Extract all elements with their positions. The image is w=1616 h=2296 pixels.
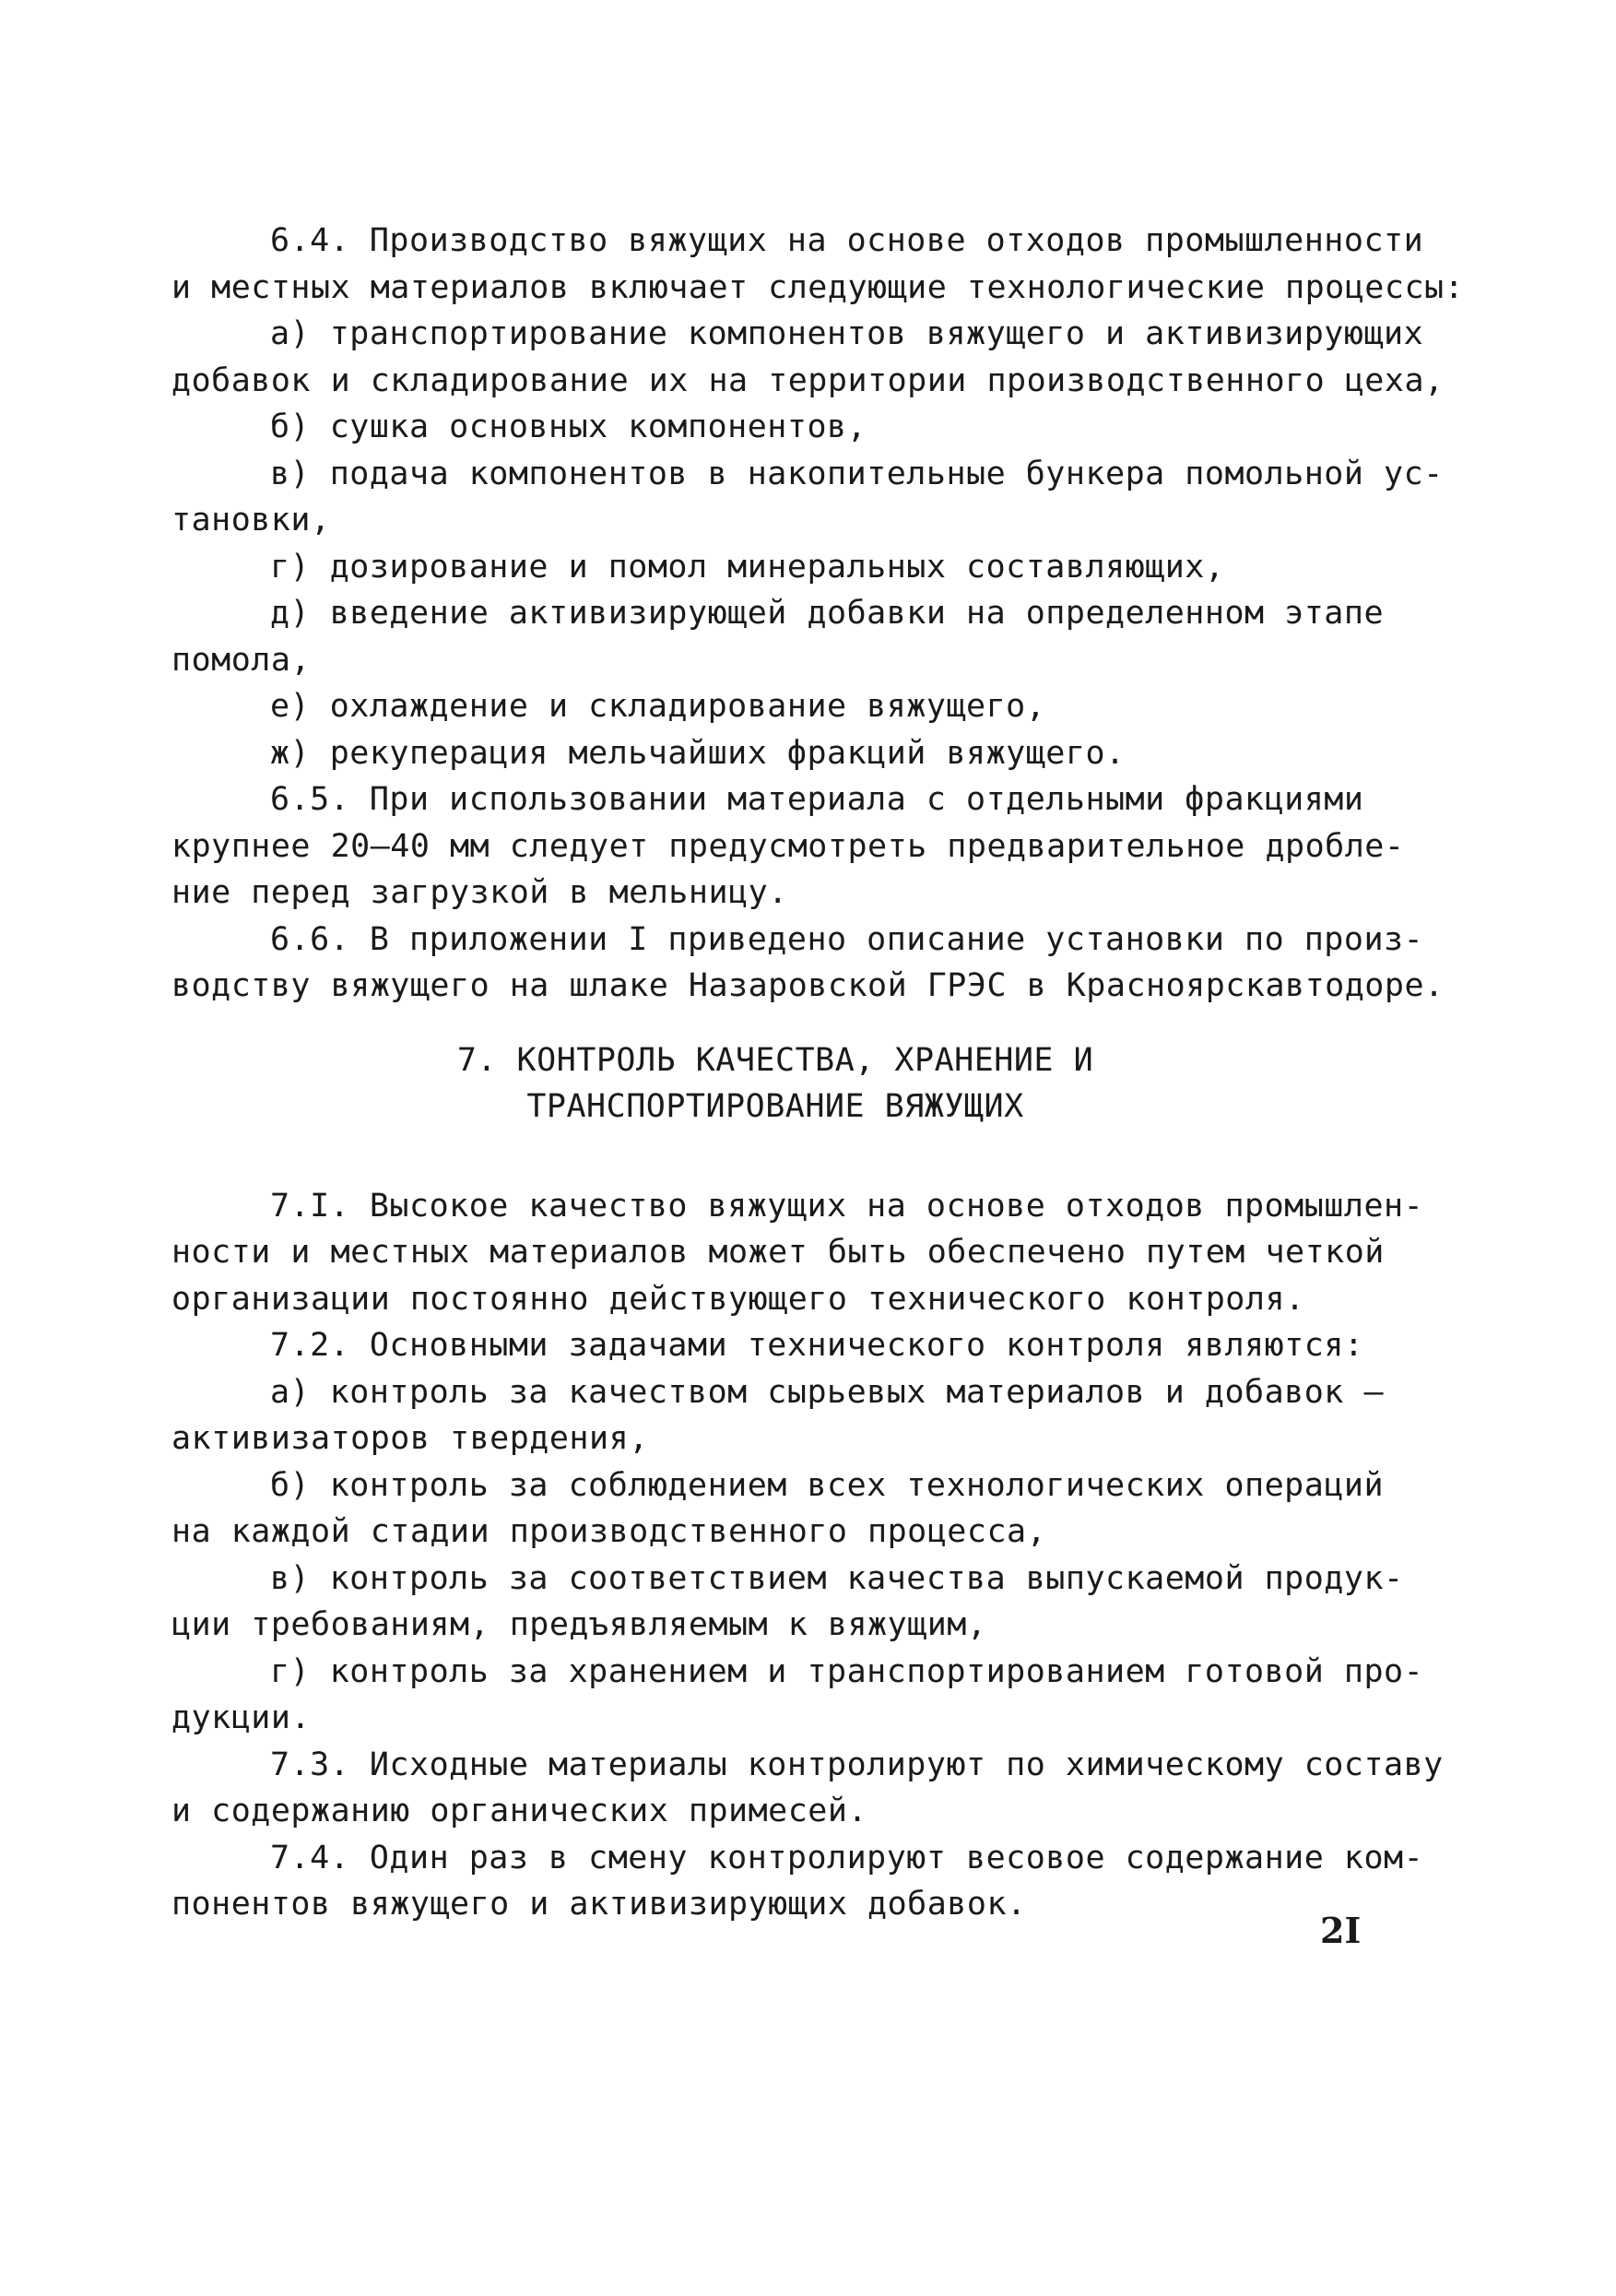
text-line: 6.5. При использовании материала с отдельными фракциями [270, 781, 1364, 818]
text-line: дукции. [171, 1699, 312, 1736]
spacer [171, 1130, 1379, 1183]
text-line: д) введение активизирующей добавки на определенном этапе [270, 595, 1385, 632]
text-line: организации постоянно действующего технического контроля. [171, 1280, 1305, 1318]
text-line: а) контроль за качеством сырьевых материалов и добавок – [270, 1373, 1385, 1411]
text-line: крупнее 20–40 мм следует предусмотреть предварительное дробле- [171, 827, 1405, 865]
text-line: активизаторов твердения, [171, 1420, 649, 1457]
text-line: а) транспортирование компонентов вяжущего и активизирующих [270, 315, 1424, 352]
text-line: понентов вяжущего и активизирующих добавок. [171, 1886, 1027, 1923]
text-line: г) дозирование и помол минеральных составляющих, [270, 548, 1225, 586]
text-line: помола, [171, 641, 312, 679]
text-line: и местных материалов включает следующие технологические процессы: [171, 268, 1465, 306]
text-line: водству вяжущего на шлаке Назаровской ГРЭС в Красноярскавтодоре. [171, 967, 1445, 1004]
text-line: ности и местных материалов может быть обеспечено путем четкой [171, 1234, 1385, 1271]
section-heading-line-1: 7. КОНТРОЛЬ КАЧЕСТВА, ХРАНЕНИЕ И [456, 1041, 1094, 1079]
section-7-body [171, 1183, 1444, 1928]
section-heading-line-2: ТРАНСПОРТИРОВАНИЕ ВЯЖУЩИХ [526, 1087, 1024, 1125]
text-line: 6.4. Производство вяжущих на основе отходов промышленности [270, 222, 1424, 259]
spacer [171, 1010, 1379, 1037]
text-line: 7.2. Основными задачами технического контроля являются: [270, 1327, 1364, 1364]
text-line: 7.I. Высокое качество вяжущих на основе отходов промышлен- [270, 1187, 1424, 1225]
text-line: добавок и складирование их на территории производственного цеха, [171, 361, 1445, 399]
text-line: тановки, [171, 502, 331, 538]
text-line: г) контроль за хранением и транспортированием готовой про- [270, 1652, 1424, 1690]
document-page [171, 218, 1465, 1928]
text-line: 6.6. В приложении I приведено описание установки по произ- [270, 920, 1424, 958]
page-number: 2I [1320, 1910, 1362, 1951]
text-line: 7.3. Исходные материалы контролируют по химическому составу [270, 1746, 1444, 1783]
text-line: ние перед загрузкой в мельницу. [171, 874, 788, 911]
section-heading [171, 1037, 1379, 1130]
text-line: ции требованиям, предъявляемым к вяжущим, [171, 1606, 987, 1643]
text-line: 7.4. Один раз в смену контролируют весовое содержание ком- [270, 1839, 1424, 1876]
text-line: б) контроль за соблюдением всех технологических операций [270, 1466, 1385, 1504]
section-6-body [171, 218, 1465, 1010]
text-line: ж) рекуперация мельчайших фракций вяжущего. [270, 734, 1126, 772]
text-line: б) сушка основных компонентов, [270, 408, 867, 445]
text-line: в) подача компонентов в накопительные бункера помольной ус- [270, 455, 1444, 492]
text-line: в) контроль за соответствием качества выпускаемой продук- [270, 1559, 1404, 1597]
text-line: и содержанию органических примесей. [171, 1793, 868, 1829]
text-line: е) охлаждение и складирование вяжущего, [270, 688, 1046, 725]
text-line: на каждой стадии производственного процесса, [171, 1513, 1047, 1550]
